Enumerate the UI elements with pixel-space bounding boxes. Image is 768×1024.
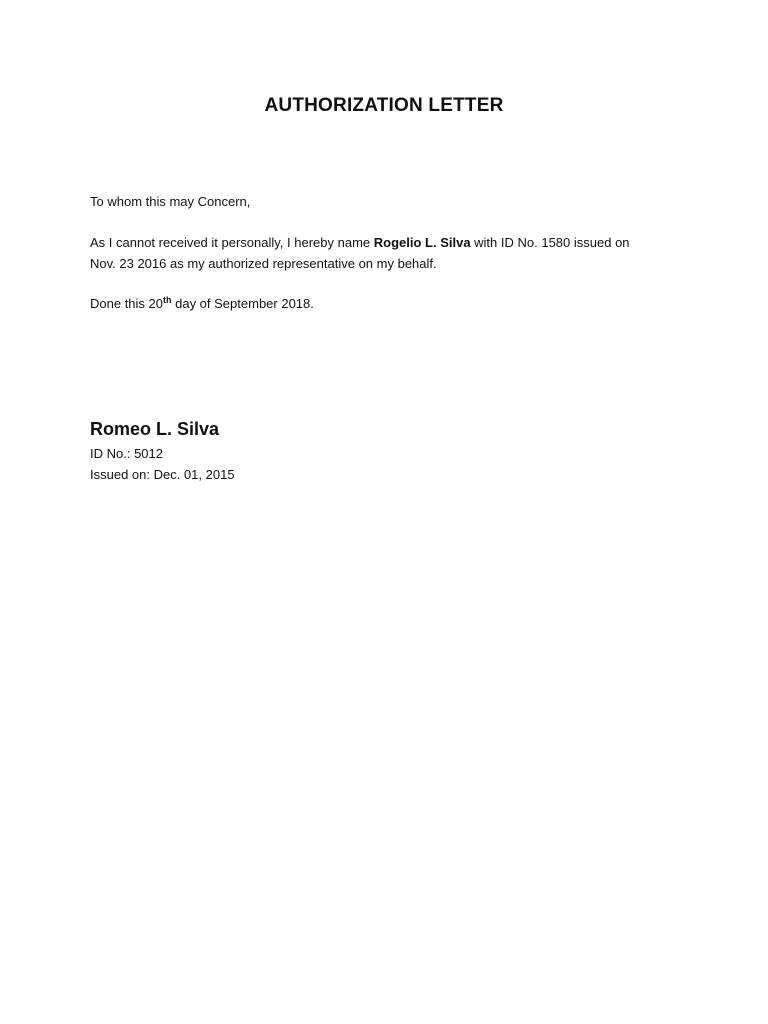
done-text-after: day of September 2018. <box>171 296 314 311</box>
body-text-after-name: with ID No. 1580 issued on <box>470 235 630 250</box>
letter-title: AUTHORIZATION LETTER <box>264 95 504 116</box>
ordinal-suffix: th <box>163 295 172 305</box>
representative-name: Rogelio L. Silva <box>373 235 471 250</box>
signatory-id: ID No.: 5012 <box>90 446 163 461</box>
signatory-issued-date: Issued on: Dec. 01, 2015 <box>90 467 235 482</box>
body-paragraph-line-1 <box>90 232 630 253</box>
salutation: To whom this may Concern, <box>90 194 251 209</box>
signatory-name: Romeo L. Silva <box>90 419 220 439</box>
body-text-before-name: As I cannot received it personally, I hereby name <box>90 235 374 250</box>
body-paragraph-line-2: Nov. 23 2016 as my authorized representative on my behalf. <box>90 256 437 271</box>
done-date-line <box>90 293 314 314</box>
done-text-before: Done this 20 <box>90 296 163 311</box>
